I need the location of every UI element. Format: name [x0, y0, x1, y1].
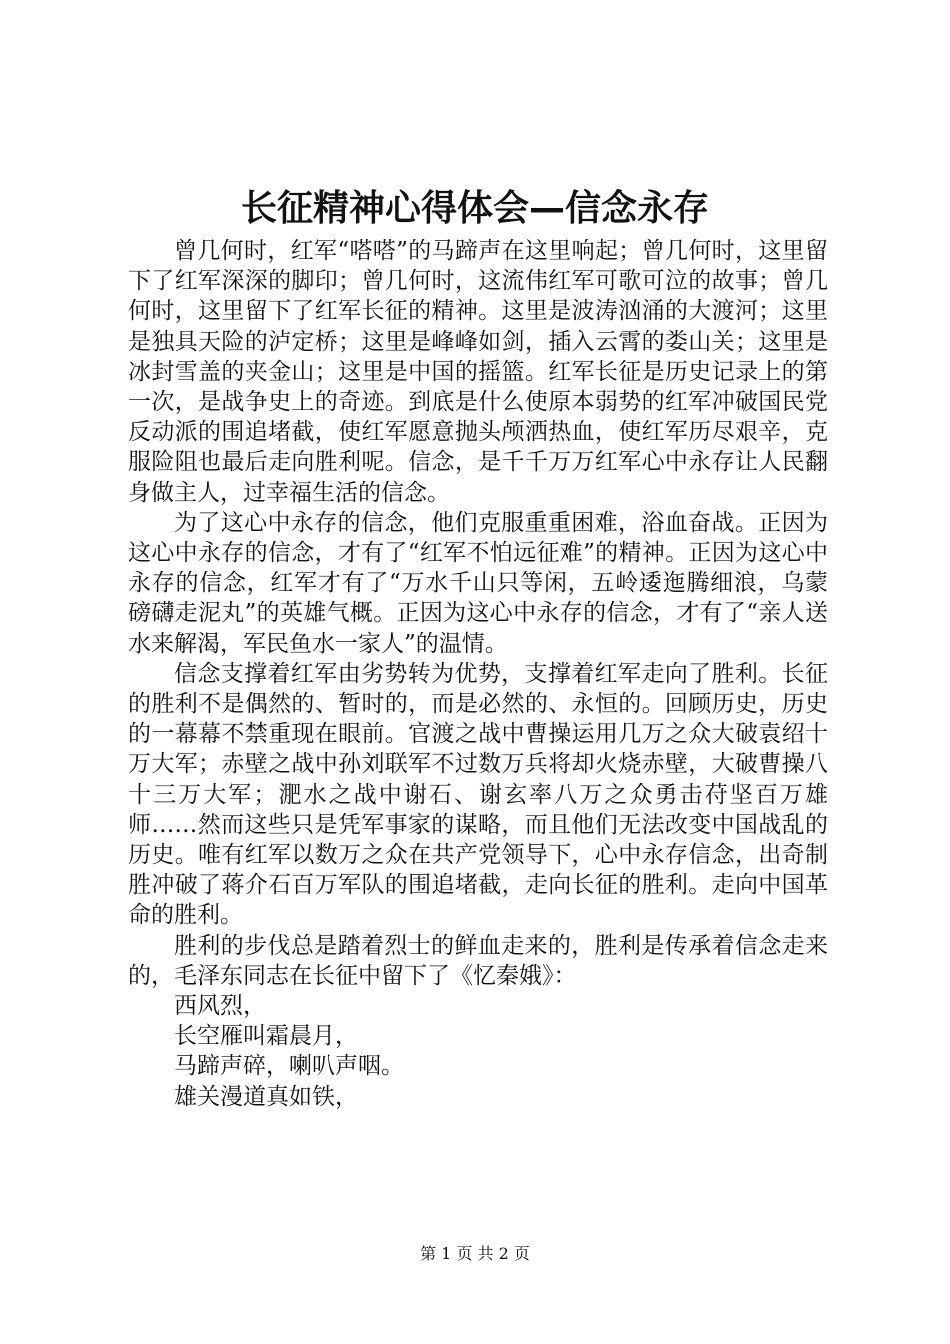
document-body	[128, 236, 828, 1112]
poem-line-4: 雄关漫道真如铁，	[174, 1083, 358, 1110]
poem-line-2: 长空雁叫霜晨月，	[174, 1023, 358, 1050]
paragraph-2: 为了这心中永存的信念，他们克服重重困难，浴血奋战。正因为这心中永存的信念，才有了“红军不怕远征难”的精神。正因为这心中永存的信念，红军才有了“万水千山只等闲，五岭逶迤腾细浪，乌蒙磅礴走泥丸”的英雄气概。正因为这心中永存的信念，才有了“亲人送水来解渴，军民鱼水一家人”的温情。	[128, 509, 828, 657]
poem-line-1: 西风烈，	[174, 993, 266, 1020]
page-number-footer: 第 1 页 共 2 页	[420, 1244, 530, 1263]
paragraph-1: 曾几何时，红军“嗒嗒”的马蹄声在这里响起；曾几何时，这里留下了红军深深的脚印；曾几何时，这流伟红军可歌可泣的故事；曾几何时，这里留下了红军长征的精神。这里是波涛汹涌的大渡河；这里是独具天险的泸定桥；这里是峰峰如剑，插入云霄的娄山关；这里是冰封雪盖的夹金山；这里是中国的摇篮。红军长征是历史记录上的第一次，是战争史上的奇迹。到底是什么使原本弱势的红军冲破国民党反动派的围追堵截，使红军愿意抛头颅洒热血，使红军历尽艰辛，克服险阻也最后走向胜利呢。信念，是千千万万红军心中永存让人民翻身做主人，过幸福生活的信念。	[128, 238, 828, 506]
paragraph-3: 信念支撑着红军由劣势转为优势，支撑着红军走向了胜利。长征的胜利不是偶然的、暂时的，而是必然的、永恒的。回顾历史，历史的一幕幕不禁重现在眼前。官渡之战中曹操运用几万之众大破袁绍十万大军；赤壁之战中孙刘联军不过数万兵将却火烧赤壁，大破曹操八十三万大军；淝水之战中谢石、谢玄率八万之众勇击苻坚百万雄师……然而这些只是凭军事家的谋略，而且他们无法改变中国战乱的历史。唯有红军以数万之众在共产党领导下，心中永存信念，出奇制胜冲破了蒋介石百万军队的围追堵截，走向长征的胜利。走向中国革命的胜利。	[128, 660, 828, 929]
document-title: 长征精神心得体会—信念永存	[240, 188, 709, 229]
paragraph-4: 胜利的步伐总是踏着烈士的鲜血走来的，胜利是传承着信念走来的，毛泽东同志在长征中留下了《忆秦娥》：	[128, 932, 828, 989]
poem-line-3: 马蹄声碎，喇叭声咽。	[174, 1053, 404, 1080]
